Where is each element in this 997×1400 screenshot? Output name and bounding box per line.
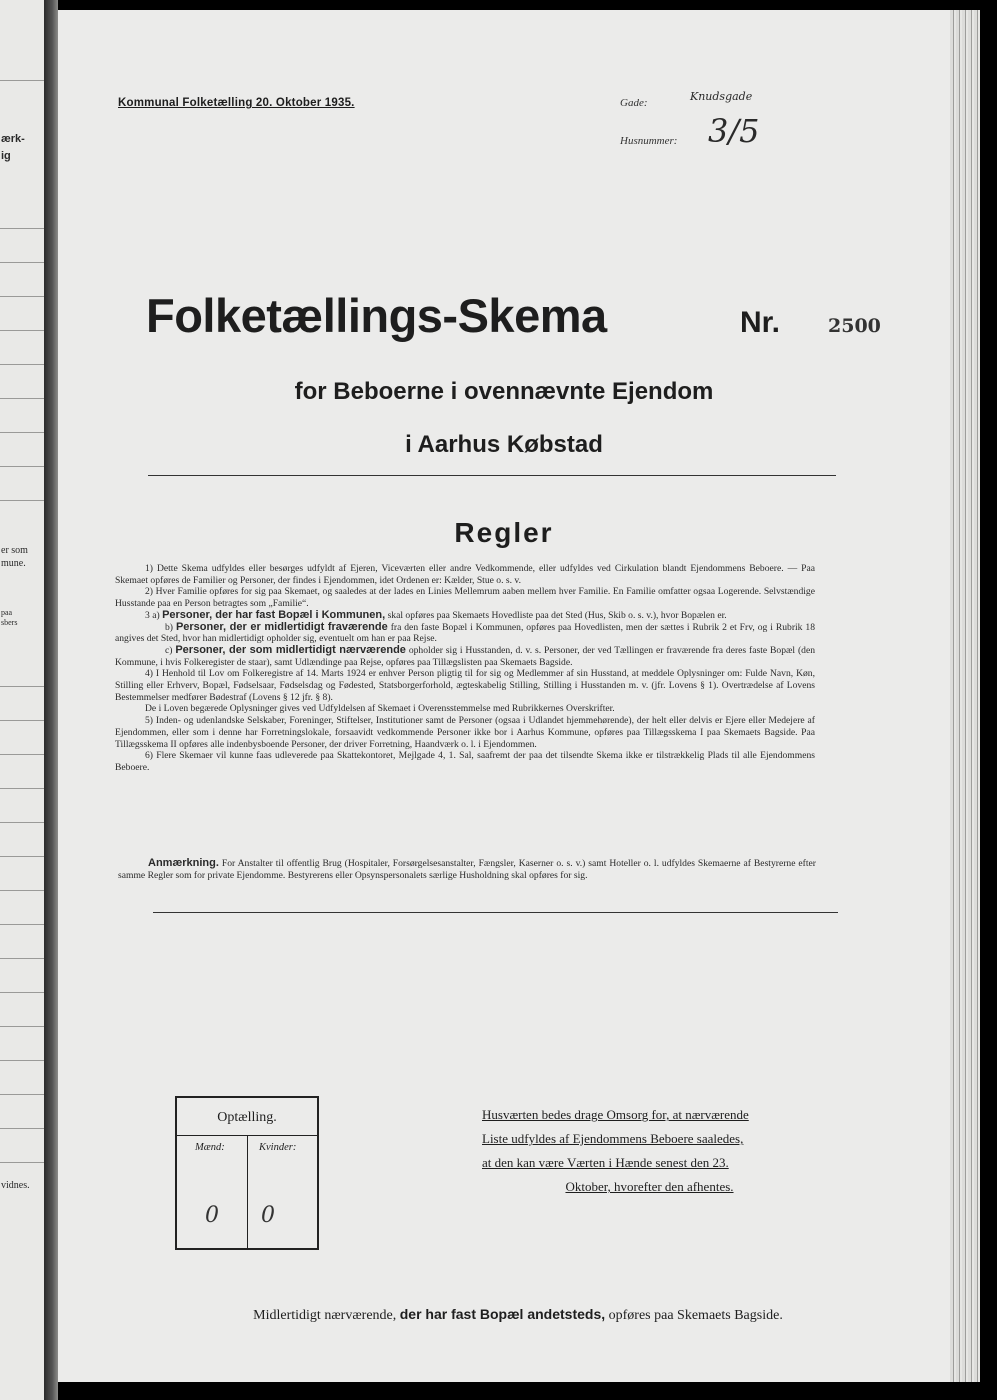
ruled-line xyxy=(0,1060,44,1061)
rule-text: opholder sig i Husstanden, d. v. s. Personer, der ved Tællingen er fraværende fra deres faste Bopæl (den Kommune, i hvis Folkeregister de staar), samt Udlændinge paa Rejse, opføres paa Tillægslisten paa Skemaets Bagside. xyxy=(115,644,816,668)
form-subtitle-location: i Aarhus Købstad xyxy=(405,431,603,458)
note-text xyxy=(118,858,816,881)
ruled-line xyxy=(0,924,44,925)
footer-text: Midlertidigt nærværende, xyxy=(253,1308,397,1323)
form-subtitle: for Beboerne i ovennævnte Ejendom xyxy=(294,378,714,405)
ruled-line xyxy=(0,856,44,857)
rule-number: 3 a) xyxy=(145,609,160,621)
ruled-line xyxy=(0,1128,44,1129)
ruled-line xyxy=(0,720,44,721)
ruled-line xyxy=(0,1026,44,1027)
ruled-line xyxy=(0,822,44,823)
ruled-line xyxy=(0,80,44,81)
rule-number: c) xyxy=(165,644,173,656)
rule-paragraph: 2) Hver Familie opføres for sig paa Skemaet, og saaledes at der lades en Linies Mellemrum aaben mellem hver Familie. En Familie omfatter ogsaa Logerende. Selvstændige Husstande paa en Person betragtes som „Familie“. xyxy=(115,586,815,610)
left-fragment-text: ærk- xyxy=(1,133,25,145)
form-number-label: Nr. xyxy=(740,306,781,339)
notice-line: at den kan være Værten i Hænde senest den 23. xyxy=(482,1155,729,1170)
count-box-title: Optælling. xyxy=(217,1110,277,1125)
rule-text: skal opføres paa Skemaets Hovedliste paa det Sted (Hus, Skib o. s. v.), hvor Bopælen er. xyxy=(387,609,727,621)
rule-paragraph: 4) I Henhold til Lov om Folkeregistre af 14. Marts 1924 er enhver Person pligtig til for sig og Medlemmer af sin Husstand, at meddele Oplysninger om: Fulde Navn, Køn, Stilling eller Erhverv, Bopæl, Fødselsaar, Fødselsdag og Fødested, Statsborgerforhold, ægteskabelig Stilling, Stilling i Husstanden m. v. (jfr. Lovens § 1). Overtrædelse af Lovens Bestemmelser medfører Bødestraf (Lovens § 12 jfr. § 8). xyxy=(115,668,815,703)
ruled-line xyxy=(0,958,44,959)
ruled-line xyxy=(0,788,44,789)
note-body: For Anstalter til offentlig Brug (Hospitaler, Forsørgelsesanstalter, Fængsler, Kaserner o. s. v.) samt Hoteller o. l. udfyldes Skemaerne af Bestyrerne efter samme Regler som for private Ejendomme. Bestyrerens eller Opsynspersonalets særlige Husholdning skal opføres for sig. xyxy=(118,858,816,881)
left-fragment-text: vidnes. xyxy=(1,1180,30,1191)
street-value: Knudsgade xyxy=(690,90,753,103)
form-number-value: 2500 xyxy=(828,315,881,337)
rules-text xyxy=(115,563,815,774)
ruled-line xyxy=(0,432,44,433)
rule-heading: Personer, der som midlertidigt nærværende xyxy=(175,643,406,656)
divider xyxy=(153,912,838,913)
notice-line: Husværten bedes drage Omsorg for, at nærværende xyxy=(482,1107,749,1122)
ruled-line xyxy=(0,228,44,229)
rule-paragraph xyxy=(115,622,815,645)
count-box xyxy=(175,1096,319,1250)
left-fragment-text: paa xyxy=(1,608,13,617)
rule-paragraph xyxy=(115,645,815,668)
men-count: 0 xyxy=(205,1203,219,1228)
ruled-line xyxy=(0,500,44,501)
ruled-line xyxy=(0,686,44,687)
ruled-line xyxy=(0,1162,44,1163)
ruled-line xyxy=(0,754,44,755)
rule-number: b) xyxy=(165,621,173,633)
ruled-line xyxy=(0,364,44,365)
footer-emphasis: der har fast Bopæl andetsteds, xyxy=(399,1306,606,1322)
census-form-page xyxy=(58,10,950,1382)
house-number-label: Husnummer: xyxy=(620,135,678,147)
rule-text: fra den faste Bopæl i Kommunen, opføres paa Hovedlisten, men der sættes i Rubrik 2 et Frv, og i Rubrik 18 angives det Sted, hvor han midlertidigt opholder sig, eventuelt om han er paa Rejse. xyxy=(115,621,815,645)
women-label: Kvinder: xyxy=(259,1142,297,1153)
note-label: Anmærkning. xyxy=(148,857,219,869)
ruled-line xyxy=(0,992,44,993)
footer-note xyxy=(158,1306,878,1324)
rule-heading: Personer, der er midlertidigt fraværende xyxy=(175,620,388,633)
rule-paragraph: 5) Inden- og udenlandske Selskaber, Foreninger, Stiftelser, Institutioner samt de Personer (ogsaa i Udlandet hjemmehørende), der helt eller delvis er Ejere eller Medejere af Ejendommen, eller som i denne har Forretningslokale, forsaavidt vedkommende Personer ikke bor i Aarhus Kommune, opføres paa Tillægsskema I paa Skemaets Bagside. Paa Tillægsskema II opføres alle indenbysboende Personer, der driver Forretning, Haandværk o. l. i Ejendommen. xyxy=(115,715,815,750)
ruled-line xyxy=(0,466,44,467)
rule-paragraph: 6) Flere Skemaer vil kunne faas udleverede paa Skattekontoret, Mejlgade 4, 1. Sal, saafremt der paa det tilsendte Skema ikke er tilstrækkelig Plads til alle Ejendommens Beboere. xyxy=(115,750,815,773)
landlord-notice xyxy=(482,1103,817,1199)
street-label: Gade: xyxy=(620,97,648,109)
notice-line: Liste udfyldes af Ejendommens Beboere saaledes, xyxy=(482,1131,744,1146)
ruled-line xyxy=(0,1094,44,1095)
count-box-divider xyxy=(247,1135,248,1248)
ruled-line xyxy=(0,296,44,297)
divider xyxy=(148,475,836,476)
left-page-fragment xyxy=(0,0,44,1400)
left-fragment-text: ig xyxy=(1,150,11,162)
rule-paragraph: De i Loven begærede Oplysninger gives ved Udfyldelsen af Skemaet i Overensstemmelse med Rubrikkernes Overskrifter. xyxy=(145,703,615,715)
men-label: Mænd: xyxy=(195,1142,225,1153)
ruled-line xyxy=(0,890,44,891)
form-title: Folketællings-Skema xyxy=(146,289,607,342)
notice-line: Oktober, hvorefter den afhentes. xyxy=(565,1179,734,1194)
left-fragment-text: sbers xyxy=(1,618,18,627)
footer-text: opføres paa Skemaets Bagside. xyxy=(608,1308,783,1323)
rules-heading: Regler xyxy=(454,517,554,548)
left-fragment-text: mune. xyxy=(1,558,26,569)
rule-paragraph: 1) Dette Skema udfyldes eller besørges udfyldt af Ejeren, Viceværten eller andre Vedkommende, eller udfyldes ved Cirkulation blandt Ejendommens Beboere. — Paa Skemaet opføres de Familier og Personer, der findes i Ejendommen, idet Ordenen er: Kælder, Stue o. s. v. xyxy=(115,563,815,586)
ruled-line xyxy=(0,262,44,263)
house-number-value: 3/5 xyxy=(708,112,760,150)
census-header: Kommunal Folketælling 20. Oktober 1935. xyxy=(118,97,355,109)
ruled-line xyxy=(0,330,44,331)
left-fragment-text: er som xyxy=(1,545,28,556)
rule-heading: Personer, der har fast Bopæl i Kommunen, xyxy=(162,608,386,621)
book-gutter xyxy=(44,0,58,1400)
women-count: 0 xyxy=(261,1203,275,1228)
page-edges xyxy=(950,10,980,1382)
ruled-line xyxy=(0,398,44,399)
